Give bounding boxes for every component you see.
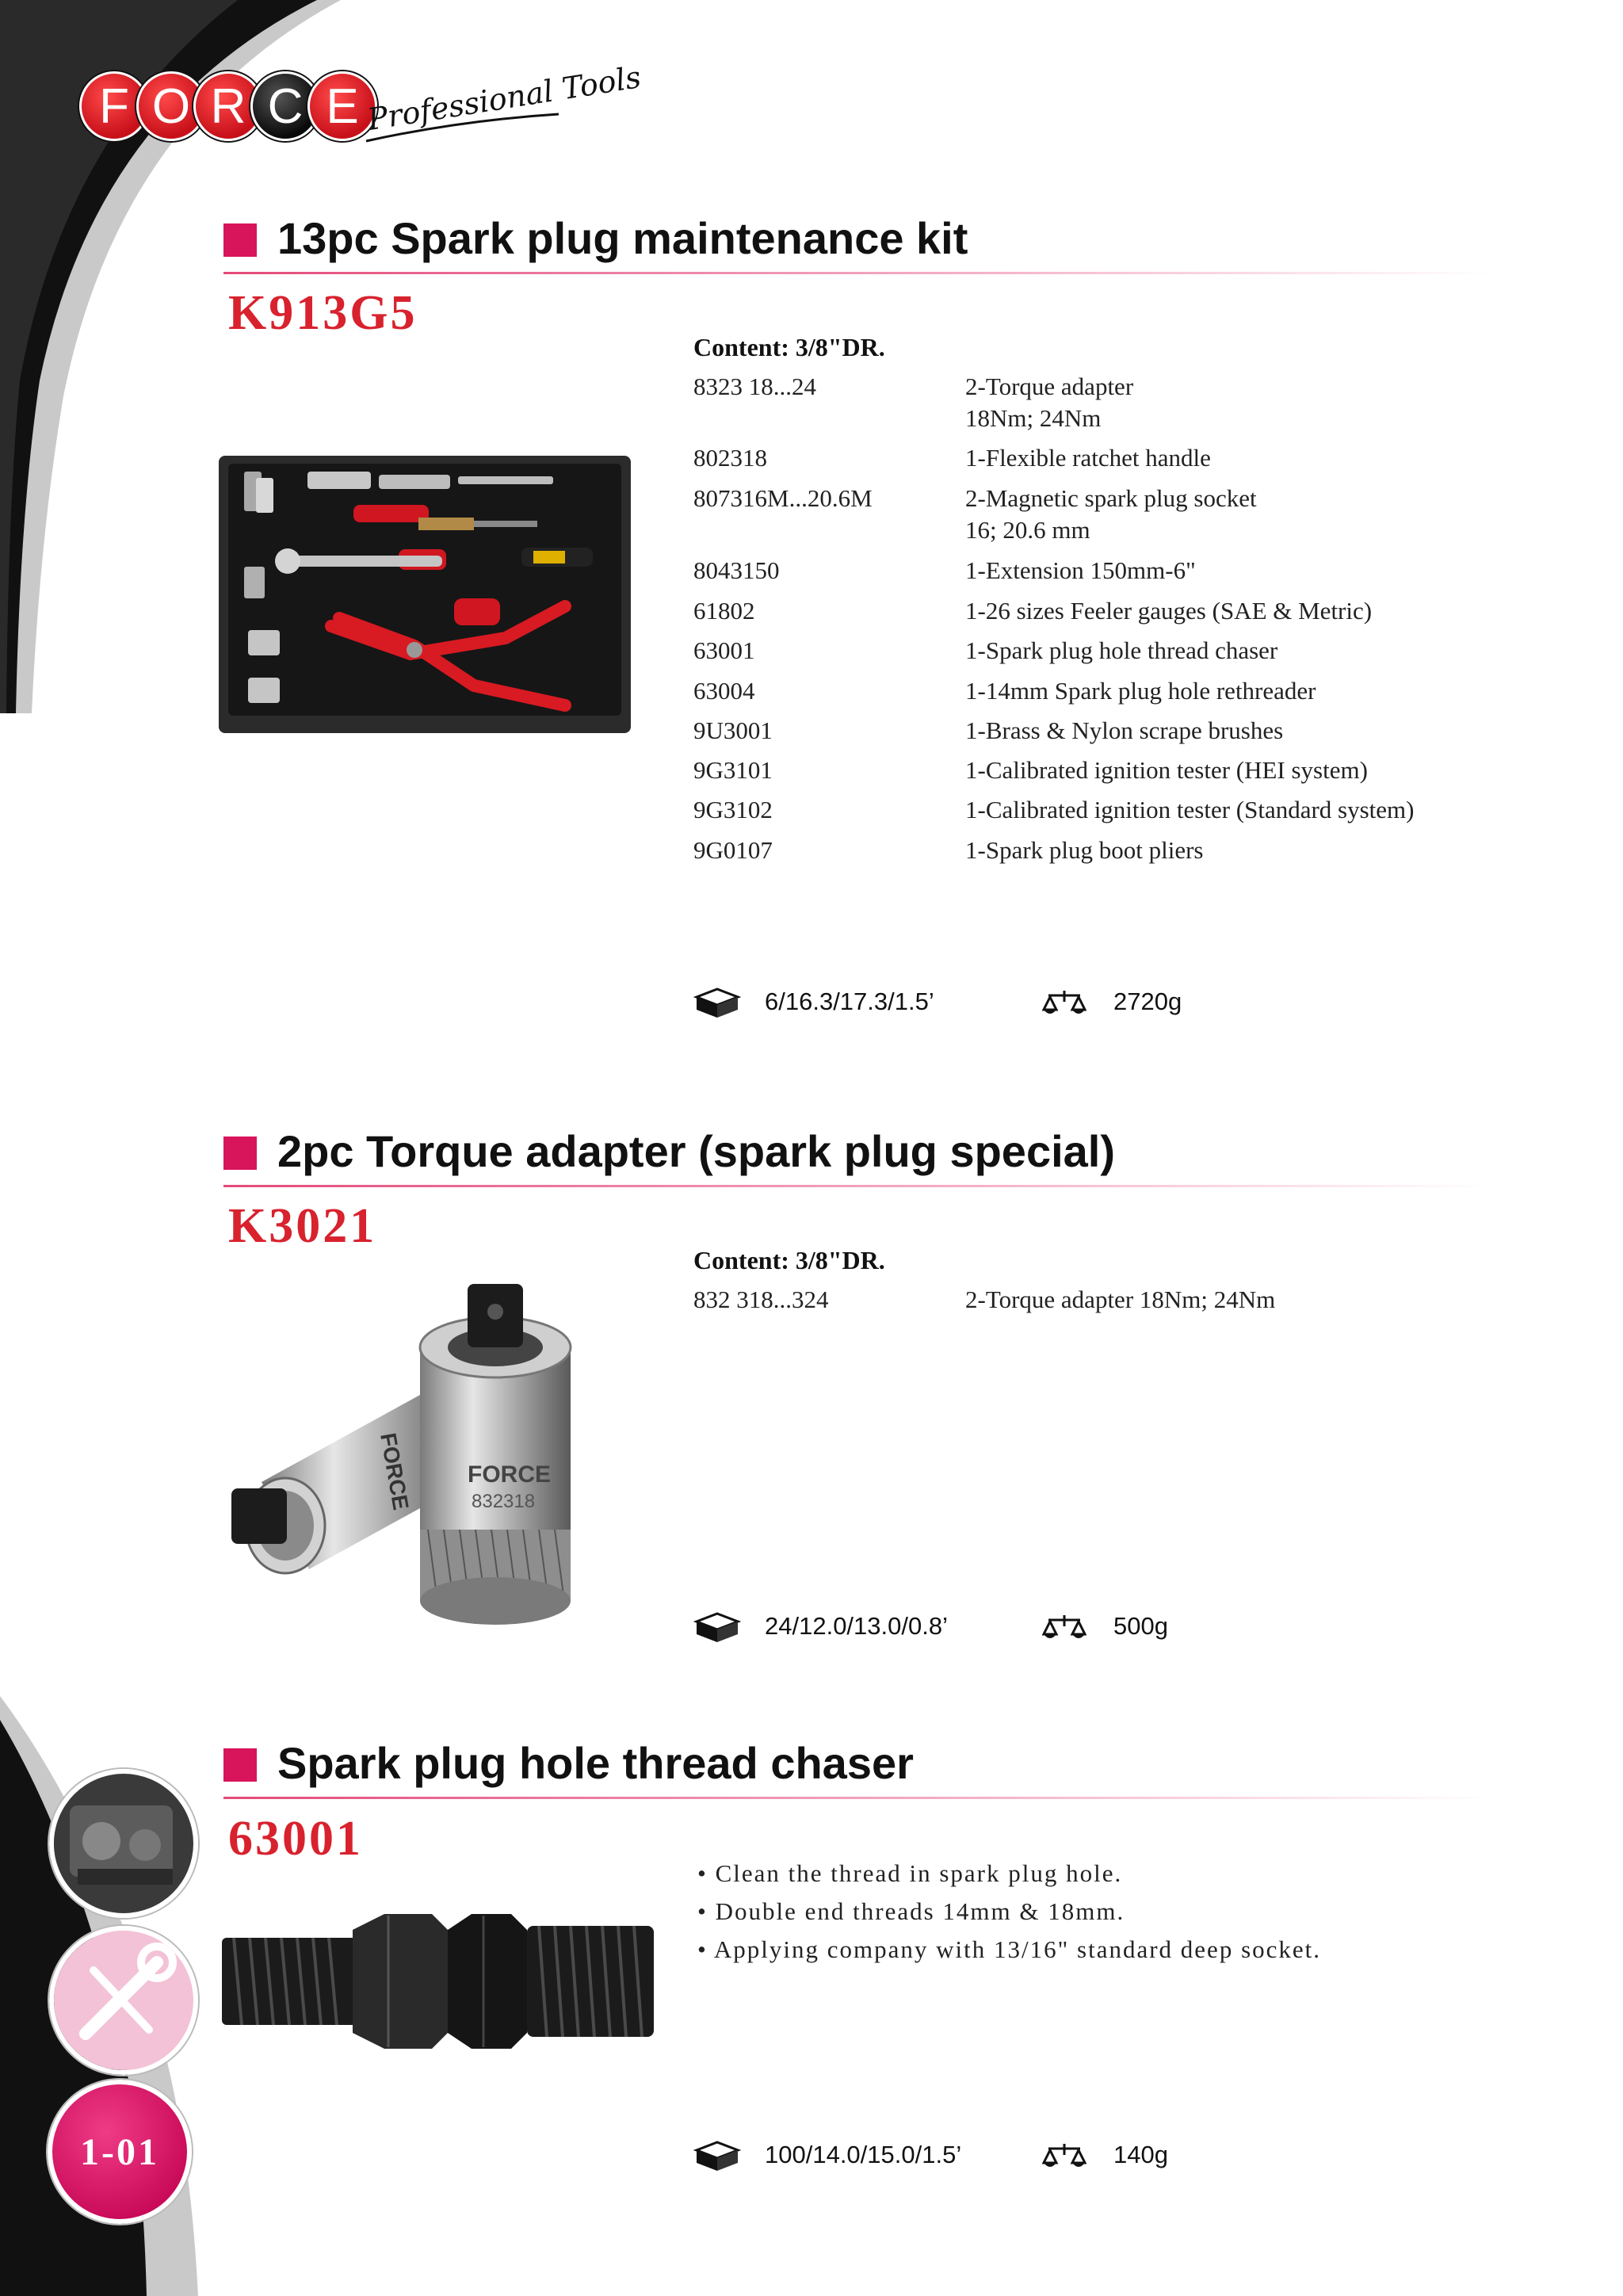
torque-adapter-image: [230, 1276, 602, 1633]
part-number: 9G0107: [693, 836, 773, 864]
part-number: 9U3001: [693, 716, 773, 744]
part-description: 1-Flexible ratchet handle: [965, 444, 1211, 472]
brand-logo: [79, 59, 643, 143]
spec-line: [693, 984, 1248, 1024]
part-description: 2-Magnetic spark plug socket 16; 20.6 mm: [965, 484, 1257, 544]
feature-item: • Clean the thread in spark plug hole.: [697, 1859, 1123, 1887]
content-row: [693, 794, 1565, 826]
content-row: [693, 675, 1565, 707]
product-code: 63001: [228, 1812, 363, 1866]
part-description: 1-Calibrated ignition tester (HEI system): [965, 756, 1368, 784]
part-description: 2-Torque adapter 18Nm; 24Nm: [965, 372, 1134, 432]
logo-letter-f: F: [79, 71, 149, 141]
part-number: 8323 18...24: [693, 372, 816, 400]
part-number: 63004: [693, 677, 755, 705]
section-title: 13pc Spark plug maintenance kit: [277, 213, 968, 263]
content-row: [693, 755, 1565, 786]
part-description: 1-Extension 150mm-6": [965, 556, 1196, 584]
scale-icon: [1042, 1610, 1086, 1645]
content-row: [693, 715, 1565, 747]
feature-list: [697, 1855, 1321, 1969]
part-description: 1-26 sizes Feeler gauges (SAE & Metric): [965, 597, 1373, 625]
packing-info: 6/16.3/17.3/1.5’: [765, 988, 934, 1015]
page-number: 1-01: [48, 2080, 192, 2224]
section-divider: [223, 1797, 1491, 1799]
part-description: 1-14mm Spark plug hole rethreader: [965, 677, 1316, 705]
adapter-marking-brand: FORCE: [468, 1461, 551, 1488]
section-title: 2pc Torque adapter (spark plug special): [277, 1126, 1115, 1176]
weight-info: 140g: [1113, 2141, 1168, 2168]
part-description: 1-Brass & Nylon scrape brushes: [965, 716, 1284, 744]
section-divider: [223, 1185, 1491, 1187]
logo-underline-swoosh: [365, 113, 563, 144]
thread-chaser-image: [218, 1906, 662, 2057]
adapter-marking-number: 832318: [472, 1491, 536, 1512]
logo-letter-o: O: [136, 71, 206, 141]
content-row: [693, 1284, 1565, 1316]
part-number: 63001: [693, 636, 755, 664]
tools-thumbnail: [49, 1926, 198, 2075]
part-description: 1-Calibrated ignition tester (Standard system): [965, 796, 1415, 823]
weight-info: 2720g: [1113, 988, 1182, 1015]
part-number: 9G3101: [693, 756, 773, 784]
part-number: 9G3102: [693, 796, 773, 823]
section-marker: [223, 1137, 257, 1170]
weight-info: 500g: [1113, 1612, 1168, 1640]
section-marker: [223, 223, 257, 257]
box-icon: [693, 984, 741, 1019]
logo-tagline: Professional Tools: [365, 59, 643, 137]
content-row: [693, 635, 1565, 667]
feature-item: • Double end threads 14mm & 18mm.: [697, 1897, 1125, 1925]
part-number: 61802: [693, 597, 755, 625]
packing-info: 100/14.0/15.0/1.5’: [765, 2141, 962, 2168]
logo-letter-e: E: [307, 71, 377, 141]
section-divider: [223, 272, 1491, 274]
packing-info: 24/12.0/13.0/0.8’: [765, 1612, 948, 1640]
section-header-torque-adapter: [223, 1125, 1491, 1176]
part-number: 8043150: [693, 556, 780, 584]
part-number: 832 318...324: [693, 1286, 829, 1313]
logo-letter-c: C: [250, 71, 320, 141]
box-icon: [693, 2137, 741, 2172]
part-number: 807316M...20.6M: [693, 484, 873, 512]
spec-line: [693, 2137, 1248, 2177]
product-code: K3021: [228, 1199, 377, 1253]
logo-letter-r: R: [193, 71, 263, 141]
engine-thumbnail: [49, 1769, 198, 1918]
box-icon: [693, 1609, 741, 1644]
scale-icon: [1042, 986, 1086, 1021]
section-header-kit: [223, 212, 1491, 263]
scale-icon: [1042, 2139, 1086, 2174]
part-description: 2-Torque adapter 18Nm; 24Nm: [965, 1286, 1276, 1313]
spec-line: [693, 1609, 1248, 1648]
adapter-marking-brand: FORCE: [376, 1431, 414, 1512]
product-code: K913G5: [228, 286, 418, 340]
content-row: [693, 442, 1565, 474]
feature-item: • Applying company with 13/16" standard deep socket.: [697, 1935, 1322, 1963]
section-title: Spark plug hole thread chaser: [277, 1738, 914, 1788]
content-row: [693, 835, 1565, 866]
content-row: [693, 595, 1565, 627]
part-description: 1-Spark plug hole thread chaser: [965, 636, 1278, 664]
section-marker: [223, 1748, 257, 1782]
part-description: 1-Spark plug boot pliers: [965, 836, 1204, 864]
content-row: [693, 483, 1565, 546]
part-number: 802318: [693, 444, 767, 472]
content-row: [693, 555, 1565, 586]
kit-case-image: [212, 448, 640, 741]
section-header-thread-chaser: [223, 1737, 1491, 1788]
content-title: Content: 3/8"DR.: [693, 333, 885, 361]
content-row: [693, 371, 1565, 434]
content-title: Content: 3/8"DR.: [693, 1246, 885, 1274]
